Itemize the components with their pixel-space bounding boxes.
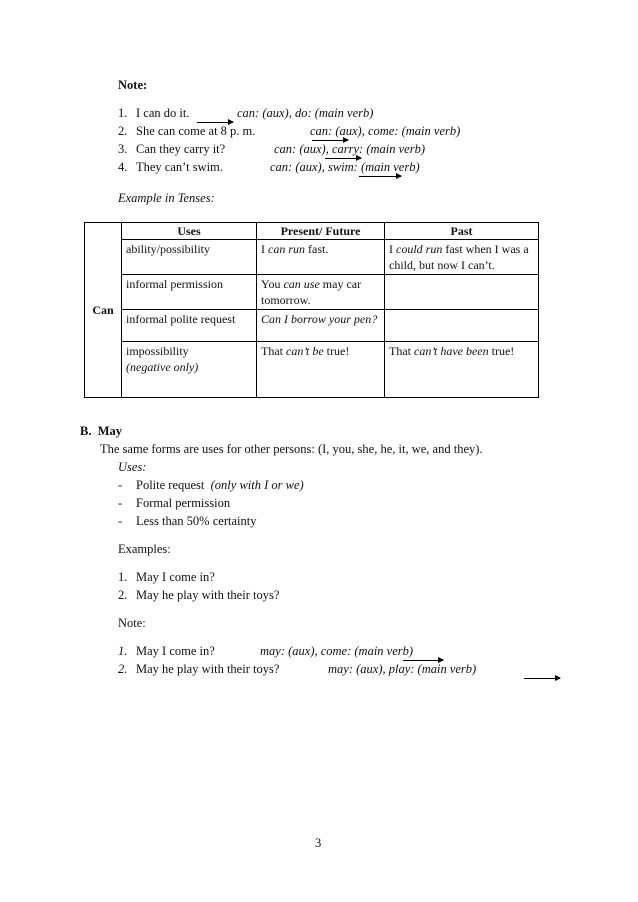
note-analysis: may: (aux), come: (main verb) bbox=[260, 644, 414, 658]
use-text: Polite request bbox=[136, 478, 205, 492]
cell-use bbox=[122, 310, 257, 342]
arrow-icon bbox=[325, 158, 361, 159]
header-past: Past bbox=[385, 223, 539, 240]
cell-past bbox=[385, 342, 539, 398]
table-row bbox=[85, 240, 539, 275]
use-text: informal permission bbox=[126, 277, 223, 291]
dash-bullet: - bbox=[118, 478, 123, 492]
cell-use bbox=[122, 275, 257, 310]
arrow-icon bbox=[359, 176, 401, 177]
can-example-1 bbox=[118, 106, 189, 121]
cell-past bbox=[385, 275, 539, 310]
may-note-1 bbox=[118, 644, 215, 659]
use-text: Formal permission bbox=[136, 496, 231, 510]
example-sentence: She can come at 8 p. m. bbox=[136, 124, 256, 138]
header-present-future: Present/ Future bbox=[257, 223, 385, 240]
note-heading: Note: bbox=[118, 78, 148, 92]
table-row bbox=[85, 310, 539, 342]
example-analysis: can: (aux), swim: (main verb) bbox=[270, 160, 420, 174]
example-analysis: can: (aux), come: (main verb) bbox=[310, 124, 461, 138]
use-item-1 bbox=[118, 478, 304, 493]
table-row bbox=[85, 275, 539, 310]
example-analysis: can: (aux), carry: (main verb) bbox=[274, 142, 425, 156]
use-text: informal polite request bbox=[126, 312, 236, 326]
example-analysis: can: (aux), do: (main verb) bbox=[237, 106, 374, 120]
past-italic: can’t have been bbox=[414, 344, 489, 358]
use-item-2 bbox=[118, 496, 230, 511]
may-note-label: Note: bbox=[118, 616, 146, 630]
row-label-can: Can bbox=[92, 303, 114, 317]
list-number: 1. bbox=[118, 106, 128, 120]
can-example-2 bbox=[118, 124, 255, 139]
example-sentence: They can’t swim. bbox=[136, 160, 223, 174]
present-pre: I bbox=[261, 242, 268, 256]
use-text: ability/possibility bbox=[126, 242, 211, 256]
cell-present bbox=[257, 342, 385, 398]
list-number: 2. bbox=[118, 662, 128, 676]
present-post: fast. bbox=[305, 242, 329, 256]
section-b-intro: The same forms are uses for other persons: (I, you, she, he, it, we, and they). bbox=[100, 442, 483, 456]
can-example-3 bbox=[118, 142, 225, 157]
example-text: May he play with their toys? bbox=[136, 588, 280, 602]
use-item-3 bbox=[118, 514, 256, 529]
present-post: may car tomorrow. bbox=[261, 277, 362, 307]
tenses-table bbox=[84, 222, 539, 398]
uses-label: Uses: bbox=[118, 460, 147, 474]
list-number: 1. bbox=[118, 644, 128, 658]
dash-bullet: - bbox=[118, 514, 123, 528]
section-letter: B. bbox=[80, 424, 92, 438]
list-number: 2. bbox=[118, 124, 128, 138]
present-pre: That bbox=[261, 344, 286, 358]
can-example-4 bbox=[118, 160, 223, 175]
list-number: 1. bbox=[118, 570, 128, 584]
may-example-1 bbox=[118, 570, 215, 585]
arrow-icon bbox=[312, 140, 348, 141]
use-note: (only with I or we) bbox=[210, 478, 304, 492]
table-row-label bbox=[85, 223, 122, 398]
cell-past bbox=[385, 310, 539, 342]
present-post: I borrow your pen? bbox=[281, 312, 378, 326]
list-number: 3. bbox=[118, 142, 128, 156]
list-number: 4. bbox=[118, 160, 128, 174]
present-italic: Can bbox=[261, 312, 282, 326]
example-in-tenses-label: Example in Tenses: bbox=[118, 191, 215, 205]
past-post: true! bbox=[488, 344, 515, 358]
example-sentence: Can they carry it? bbox=[136, 142, 226, 156]
table-row bbox=[85, 342, 539, 398]
page-number: 3 bbox=[315, 836, 322, 850]
present-italic: can’t be bbox=[286, 344, 324, 358]
dash-bullet: - bbox=[118, 496, 123, 510]
header-uses: Uses bbox=[122, 223, 257, 240]
past-italic: could run bbox=[396, 242, 443, 256]
cell-present bbox=[257, 275, 385, 310]
past-post: fast when I was a child, but now I can’t. bbox=[389, 242, 529, 272]
may-example-2 bbox=[118, 588, 279, 603]
cell-present bbox=[257, 310, 385, 342]
present-italic: can use bbox=[283, 277, 320, 291]
list-number: 2. bbox=[118, 588, 128, 602]
present-italic: can run bbox=[268, 242, 305, 256]
use-note: (negative only) bbox=[126, 360, 199, 374]
table-header-row bbox=[85, 223, 539, 240]
example-sentence: I can do it. bbox=[136, 106, 190, 120]
arrow-icon bbox=[197, 122, 233, 123]
example-text: May I come in? bbox=[136, 570, 215, 584]
present-pre: You bbox=[261, 277, 284, 291]
past-pre: I bbox=[389, 242, 396, 256]
examples-label: Examples: bbox=[118, 542, 171, 556]
cell-present bbox=[257, 240, 385, 275]
arrow-icon bbox=[524, 678, 560, 679]
past-pre: That bbox=[389, 344, 414, 358]
section-b-heading bbox=[80, 424, 122, 439]
use-text: impossibility bbox=[126, 344, 189, 358]
section-title: May bbox=[97, 424, 123, 438]
cell-use bbox=[122, 342, 257, 398]
note-analysis: may: (aux), play: (main verb) bbox=[328, 662, 477, 676]
use-text: Less than 50% certainty bbox=[136, 514, 257, 528]
note-sentence: May I come in? bbox=[136, 644, 215, 658]
cell-past bbox=[385, 240, 539, 275]
note-sentence: May he play with their toys? bbox=[136, 662, 280, 676]
cell-use bbox=[122, 240, 257, 275]
present-post: true! bbox=[323, 344, 350, 358]
arrow-icon bbox=[403, 660, 443, 661]
may-note-2 bbox=[118, 662, 279, 677]
